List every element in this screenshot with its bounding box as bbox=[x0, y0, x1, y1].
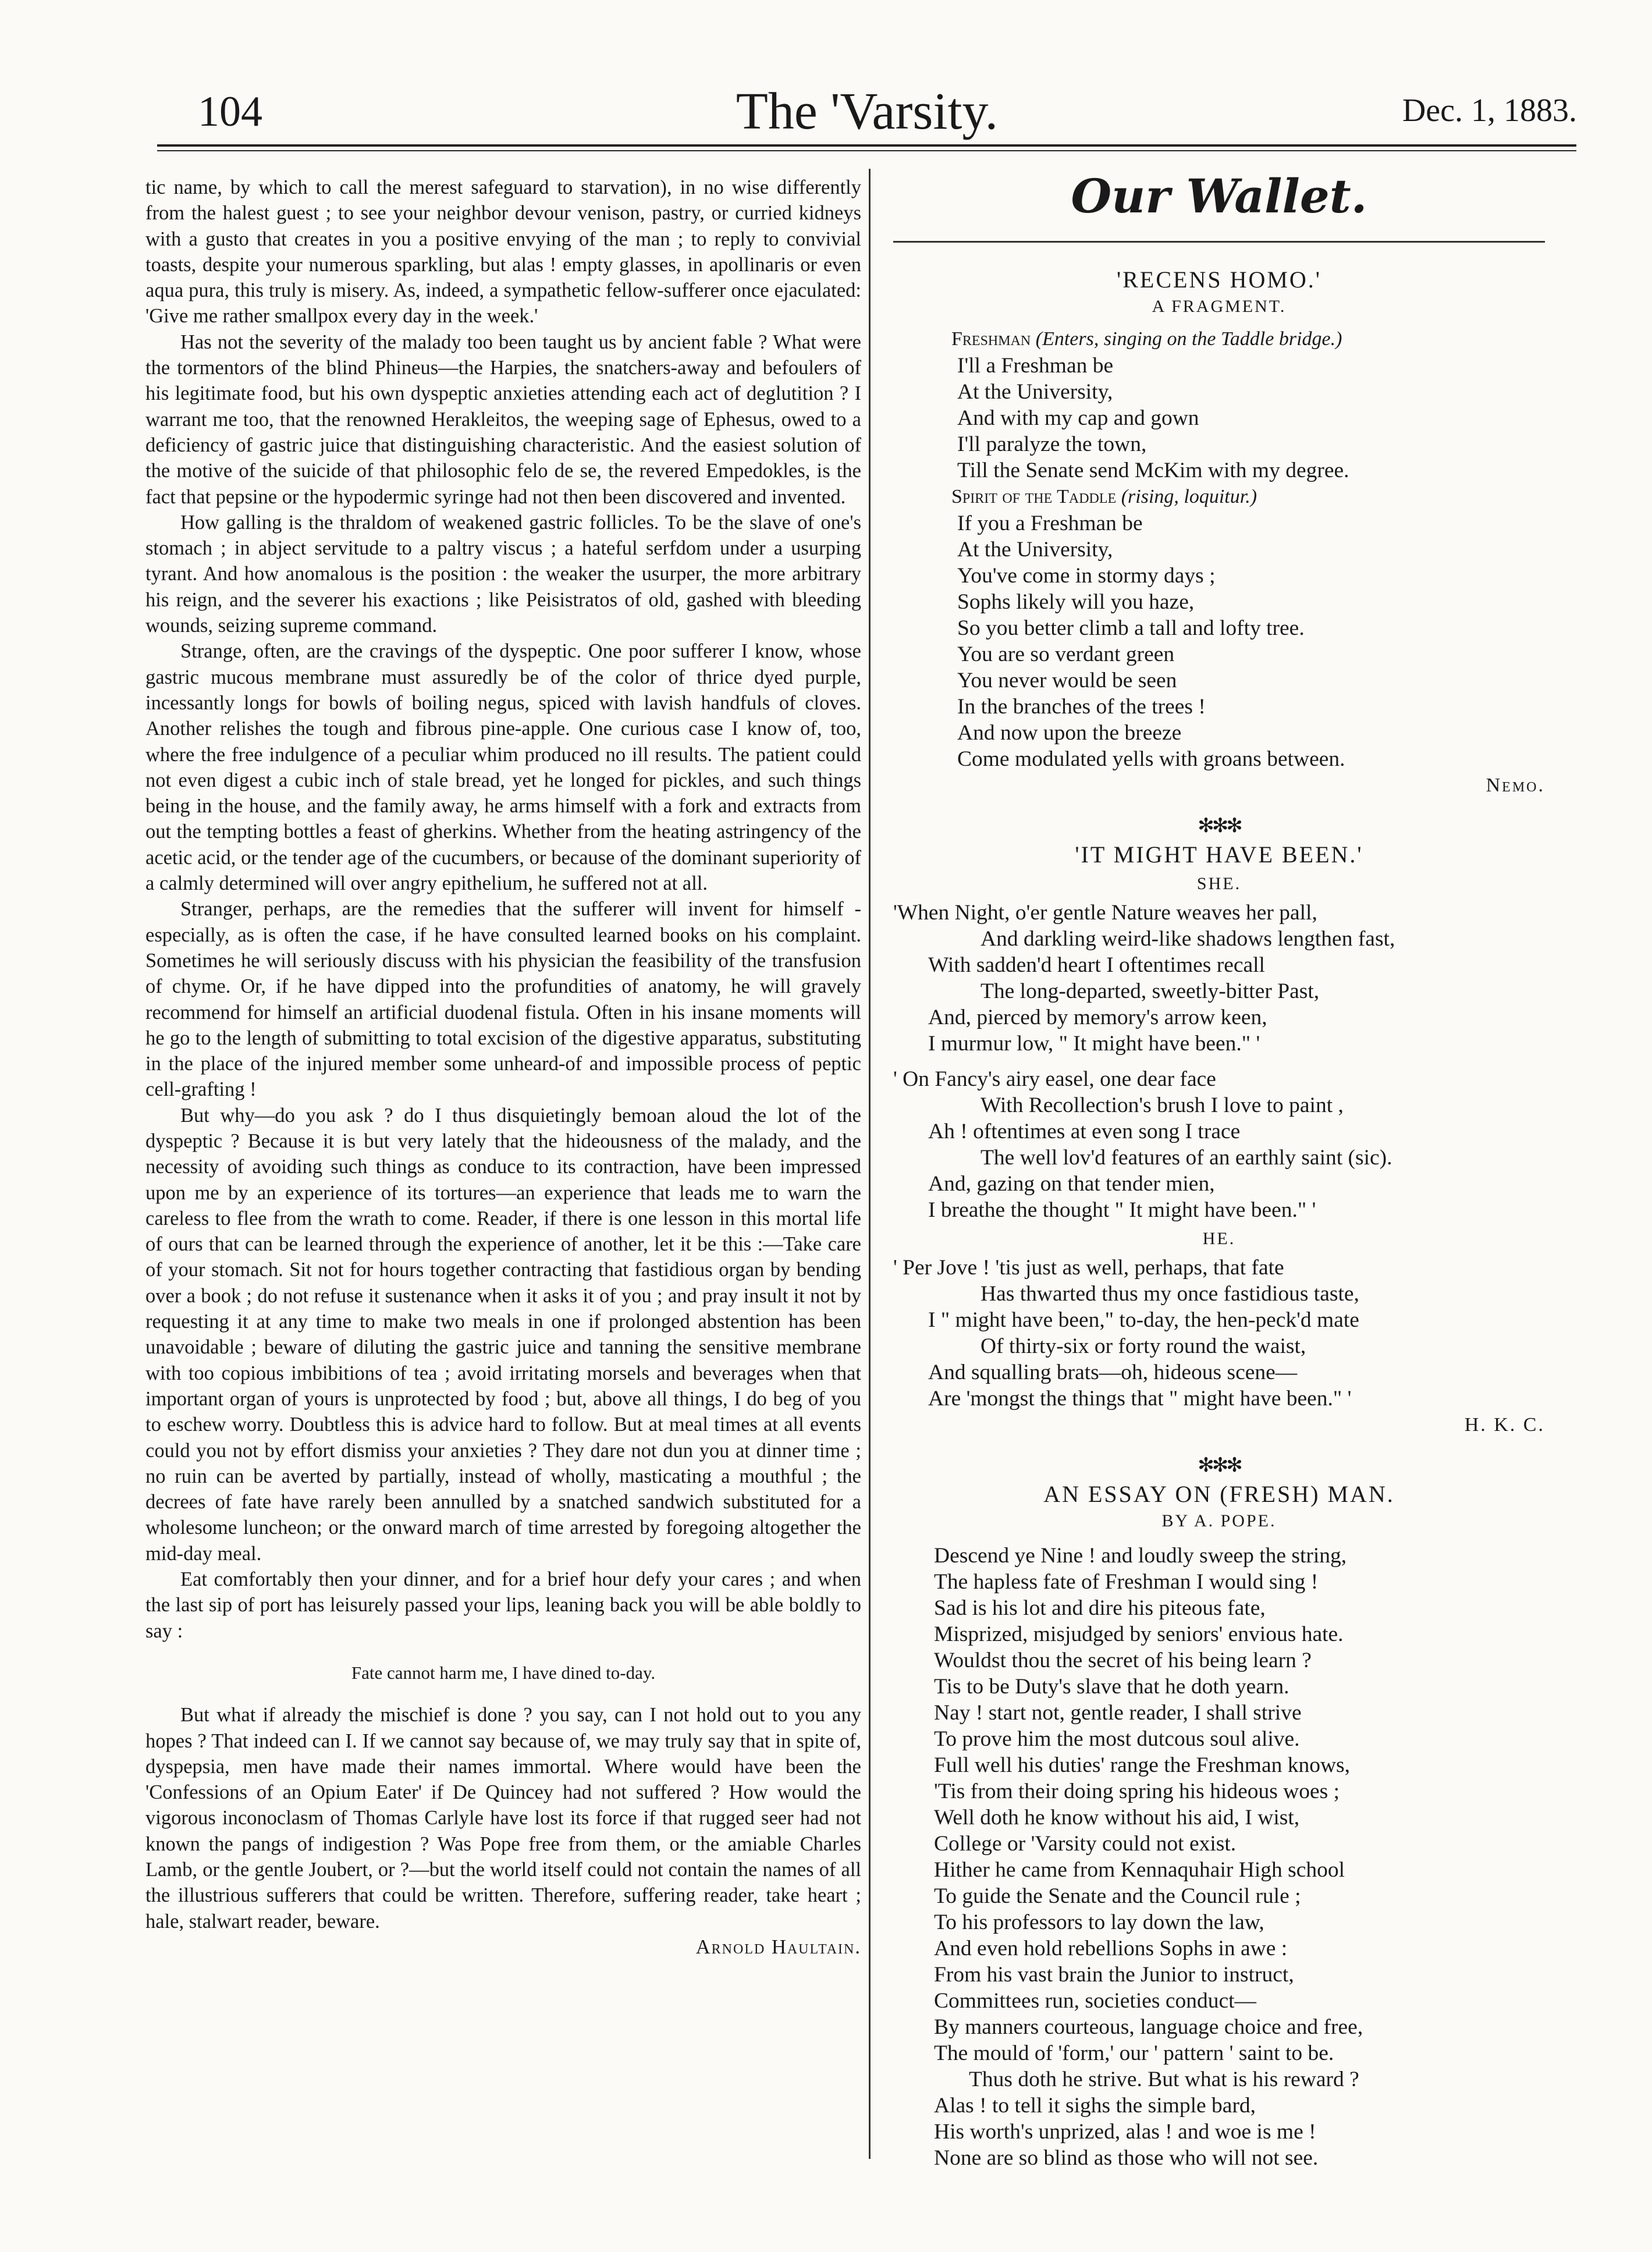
poem-byline: BY A. POPE. bbox=[1161, 1511, 1277, 1530]
poem-line: None are so blind as those who will not see. bbox=[934, 2146, 1319, 2170]
poem-line: Sad is his lot and dire his piteous fate, bbox=[934, 1596, 1266, 1620]
essay-paragraph: tic name, by which to call the merest safeguard to starvation), in no wise differently from the halest guest ; to see your neighbor devour venison, pastry, or curried kidneys with a gusto that creates in you a positive envying of the man ; to reply to convivial toasts, despite your numerous sparkling, but alas ! empty glasses, in apollinaris or even aqua pura, this truly is misery. As, indeed, a sympathetic fellow-sufferer once ejaculated: 'Give me rather smallpox every day in the week.' bbox=[145, 176, 861, 328]
poem-line: The well lov'd features of an earthly saint (sic). bbox=[980, 1146, 1392, 1170]
issue-date: Dec. 1, 1883. bbox=[1402, 93, 1577, 129]
poem-author: H. K. C. bbox=[1464, 1414, 1545, 1436]
poem-line: With sadden'd heart I oftentimes recall bbox=[928, 953, 1265, 977]
speaker-label: SHE. bbox=[1196, 874, 1242, 893]
page-header bbox=[157, 76, 1577, 140]
poem-line: ' Per Jove ! 'tis just as well, perhaps, that fate bbox=[893, 1256, 1284, 1280]
header-rule bbox=[157, 144, 1576, 147]
poem-subtitle: A FRAGMENT. bbox=[1152, 297, 1287, 316]
poem-line: I " might have been," to-day, the hen-peck'd mate bbox=[928, 1308, 1359, 1332]
poem-line: 'When Night, o'er gentle Nature weaves her pall, bbox=[893, 901, 1317, 925]
essay-quote: Fate cannot harm me, I have dined to-day. bbox=[351, 1662, 656, 1683]
poem-line: Has thwarted thus my once fastidious taste, bbox=[980, 1282, 1359, 1306]
speaker-line bbox=[951, 486, 1545, 508]
speaker-label: HE. bbox=[1202, 1229, 1236, 1248]
poem-line: I breathe the thought " It might have been." ' bbox=[928, 1198, 1316, 1222]
stage-direction: (rising, loquitur.) bbox=[1121, 486, 1257, 507]
poem-line: ' On Fancy's airy easel, one dear face bbox=[893, 1067, 1216, 1091]
section-title: Our Wallet. bbox=[1071, 169, 1367, 223]
poem-line: Of thirty-six or forty round the waist, bbox=[980, 1334, 1306, 1358]
poem-line: And now upon the breeze bbox=[957, 721, 1182, 745]
poem-line: His worth's unprized, alas ! and woe is me ! bbox=[934, 2120, 1316, 2144]
poem-line: I'll a Freshman be bbox=[957, 354, 1114, 378]
poem-line: Come modulated yells with groans between. bbox=[957, 747, 1345, 771]
poem-line: To his professors to lay down the law, bbox=[934, 1910, 1264, 1934]
poem-line: Thus doth he strive. But what is his reward ? bbox=[969, 2068, 1359, 2091]
poem-line: Are 'mongst the things that " might have been." ' bbox=[928, 1387, 1352, 1411]
poem-line: In the branches of the trees ! bbox=[957, 695, 1206, 719]
essay-paragraph: But why—do you ask ? do I thus disquietingly bemoan aloud the lot of the dyspeptic ? Because it is but very lately that the hideousness of the malady, and the necessity of avoiding such things as conduce to its contraction, have been impressed upon me by an experience of its tortures—an experience that leads me to warn the careless to flee from the wrath to come. Reader, if there is one lesson in this mortal life of ours that can be learned through the experience of another, let it be this :—Take care of your stomach. Sit not for hours together contracting that fastidious organ by bending over a book ; do not refuse it sustenance when it asks it of you ; and pray insult it not by requesting it at any time to make two meals in one if prolonged abstention has been unavoidable ; beware of diluting the gastric juice and tanning the sensitive membrane with too copious imbibitions of tea ; avoid irritating morsels and beverages when that important organ of yours is unprotected by food ; but, above all things, I do beg of you to eschew worry. Doubtless this is advice hard to follow. But at meal times at all events could you not by effort dismiss your anxieties ? They dare not dun you at dinner time ; no ruin can be averted by partially, instead of wholly, masticating a mouthful ; the decrees of fate have rarely been annulled by a snatched sandwich substituted for a wholesome luncheon; or the onward march of time arrested by foregoing altogether the mid-day meal. bbox=[145, 1104, 861, 1565]
poem-line: With Recollection's brush I love to paint , bbox=[980, 1093, 1344, 1117]
poem-line: And squalling brats—oh, hideous scene— bbox=[928, 1361, 1298, 1384]
poem-line: Committees run, societies conduct— bbox=[934, 1989, 1257, 2013]
poem-line: And, gazing on that tender mien, bbox=[928, 1172, 1215, 1196]
poem-line: By manners courteous, language choice and free, bbox=[934, 2015, 1363, 2039]
masthead: The 'Varsity. bbox=[736, 83, 999, 140]
poem-line: Descend ye Nine ! and loudly sweep the string, bbox=[934, 1544, 1347, 1568]
poem-line: If you a Freshman be bbox=[957, 512, 1143, 535]
poem-line: Full well his duties' range the Freshman knows, bbox=[934, 1753, 1351, 1777]
essay-signature: Arnold Haultain. bbox=[695, 1935, 861, 1958]
essay-column bbox=[145, 175, 861, 1960]
poem-line: 'Tis from their doing spring his hideous woes ; bbox=[934, 1779, 1340, 1803]
poem-line: At the University, bbox=[957, 380, 1113, 404]
poem-line: And with my cap and gown bbox=[957, 406, 1199, 430]
poem-line: Nay ! start not, gentle reader, I shall strive bbox=[934, 1701, 1302, 1725]
wallet-column bbox=[893, 169, 1545, 2171]
essay-paragraph: But what if already the mischief is done ? you say, can I not hold out to you any hopes ? That indeed can I. If we cannot say because of, we may truly say that in spite of, dyspepsia, men have made their names immortal. Where would have been the 'Confessions of an Opium Eater' if De Quincey had not suffered ? How would the vigorous inconoclasm of Thomas Carlyle have lost its force if that rugged seer had not known the pangs of indigestion ? Was Pope free from them, or the amiable Charles Lamb, or the gentle Joubert, or ?—but the world itself could not contain the names of all the illustrious sufferers that could be written. Therefore, suffering reader, take heart ; hale, stalwart reader, beware. bbox=[145, 1704, 861, 1933]
speaker-name: Freshman bbox=[951, 328, 1031, 350]
essay-paragraph: Strange, often, are the cravings of the dyspeptic. One poor sufferer I know, whose gastric mucous membrane must assuredly be of the color of thrice dyed purple, incessantly longs for bowls of boiling negus, spiced with lavish handfuls of cloves. Another relishes the tough and fibrous pine-apple. One curious case I know of, too, where the free indulgence of a peculiar whim produced no ill results. The patient could not even digest a cubic inch of stale bread, yet he longed for pickles, and such things being in the house, and the family away, he arms himself with a fork and extracts from out the tempting bottles a feast of gherkins. Whether from the heating astringency of the acetic acid, or the tender age of the cucumbers, or because of the dominant superiority of a calmly determined will over angry epithelium, he suffered not at all. bbox=[145, 640, 861, 895]
poem-line: I murmur low, " It might have been." ' bbox=[928, 1032, 1260, 1056]
poem-line: Till the Senate send McKim with my degree. bbox=[957, 459, 1349, 482]
poem-line: To prove him the most dutcous soul alive. bbox=[934, 1727, 1300, 1751]
section-rule bbox=[893, 241, 1545, 243]
poem-title: 'IT MIGHT HAVE BEEN.' bbox=[1075, 841, 1363, 868]
poem-title: 'RECENS HOMO.' bbox=[1117, 267, 1321, 293]
poem-line: So you better climb a tall and lofty tree. bbox=[957, 616, 1305, 640]
poem-line: Alas ! to tell it sighs the simple bard, bbox=[934, 2094, 1256, 2118]
poem-line: The mould of 'form,' our ' pattern ' saint to be. bbox=[934, 2041, 1334, 2065]
essay-paragraph: Eat comfortably then your dinner, and for a brief hour defy your cares ; and when the last sip of port has leisurely passed your lips, leaning back you will be able boldly to say : bbox=[145, 1568, 861, 1642]
header-rule-thin bbox=[157, 150, 1576, 151]
poem-line: From his vast brain the Junior to instruct, bbox=[934, 1963, 1294, 1987]
poem-line: The hapless fate of Freshman I would sing ! bbox=[934, 1570, 1319, 1594]
poem-line: The long-departed, sweetly-bitter Past, bbox=[980, 979, 1320, 1003]
poem-line: Misprized, misjudged by seniors' envious hate. bbox=[934, 1622, 1344, 1646]
poem-line: And, pierced by memory's arrow keen, bbox=[928, 1006, 1267, 1029]
poem-line: Wouldst thou the secret of his being learn ? bbox=[934, 1649, 1312, 1672]
poem-line: And even hold rebellions Sophs in awe : bbox=[934, 1937, 1288, 1960]
poem-line: At the University, bbox=[957, 538, 1113, 562]
poem-line: And darkling weird-like shadows lengthen fast, bbox=[980, 927, 1395, 951]
column-divider bbox=[869, 169, 871, 2159]
poem-line: To guide the Senate and the Council rule ; bbox=[934, 1884, 1301, 1908]
poem-line: Ah ! oftentimes at even song I trace bbox=[928, 1120, 1241, 1143]
poem-title: AN ESSAY ON (FRESH) MAN. bbox=[1043, 1481, 1395, 1507]
poem-line: College or 'Varsity could not exist. bbox=[934, 1832, 1237, 1856]
asterism-divider: ✻✻✻ bbox=[1198, 1455, 1241, 1476]
asterism-divider: ✻✻✻ bbox=[1198, 815, 1241, 837]
page-number: 104 bbox=[198, 88, 262, 136]
poem-line: Hither he came from Kennaquhair High school bbox=[934, 1858, 1345, 1882]
poem-line: You've come in stormy days ; bbox=[957, 564, 1216, 588]
speaker-name: Spirit of the Taddle bbox=[951, 486, 1117, 507]
poem-line: You are so verdant green bbox=[957, 642, 1175, 666]
poem-line: You never would be seen bbox=[957, 669, 1177, 692]
poem-line: Sophs likely will you haze, bbox=[957, 590, 1195, 614]
essay-paragraph: Stranger, perhaps, are the remedies that the sufferer will invent for himself - especially, as is often the case, if he have consulted learned books on his complaint. Sometimes he will seriously discuss with his physician the feasibility of the transfusion of chyme. Or, if he have dipped into the profundities of anatomy, he will gravely recommend for himself an artificial duodenal fistula. Often in his insane moments will he go to the length of submitting to total excision of the digestive apparatus, substituting in the place of the injured member some unheard-of and impossible process of peptic cell-grafting ! bbox=[145, 898, 861, 1101]
essay-paragraph: How galling is the thraldom of weakened gastric follicles. To be the slave of one's stomach ; in abject servitude to a paltry viscus ; a hateful serfdom under a usurping tyrant. And how anomalous is the position : the weaker the usurper, the more arbitrary his reign, and the severer his exactions ; like Peisistratos of old, gashed with bleeding wounds, seizing supreme command. bbox=[145, 511, 861, 637]
poem-line: Well doth he know without his aid, I wist, bbox=[934, 1806, 1300, 1830]
poem-line: Tis to be Duty's slave that he doth yearn. bbox=[934, 1675, 1289, 1699]
poem-author: Nemo. bbox=[1486, 775, 1545, 796]
speaker-line bbox=[951, 328, 1545, 350]
essay-paragraph: Has not the severity of the malady too been taught us by ancient fable ? What were the tormentors of the blind Phineus—the Harpies, the snatchers-away and befoulers of his legitimate food, but his own dyspeptic anxieties attending each act of deglutition ? I warrant me too, that the renowned Herakleitos, the weeping sage of Ephesus, owed to a deficiency of gastric juice that distinguishing characteristic. And the easiest solution of the motive of the suicide of that philosophic felo de se, the revered Empedokles, is the fact that pepsine or the hypodermic syringe had not then been discovered and invented. bbox=[145, 331, 861, 508]
stage-direction: (Enters, singing on the Taddle bridge.) bbox=[1035, 328, 1342, 350]
poem-line: I'll paralyze the town, bbox=[957, 432, 1147, 456]
